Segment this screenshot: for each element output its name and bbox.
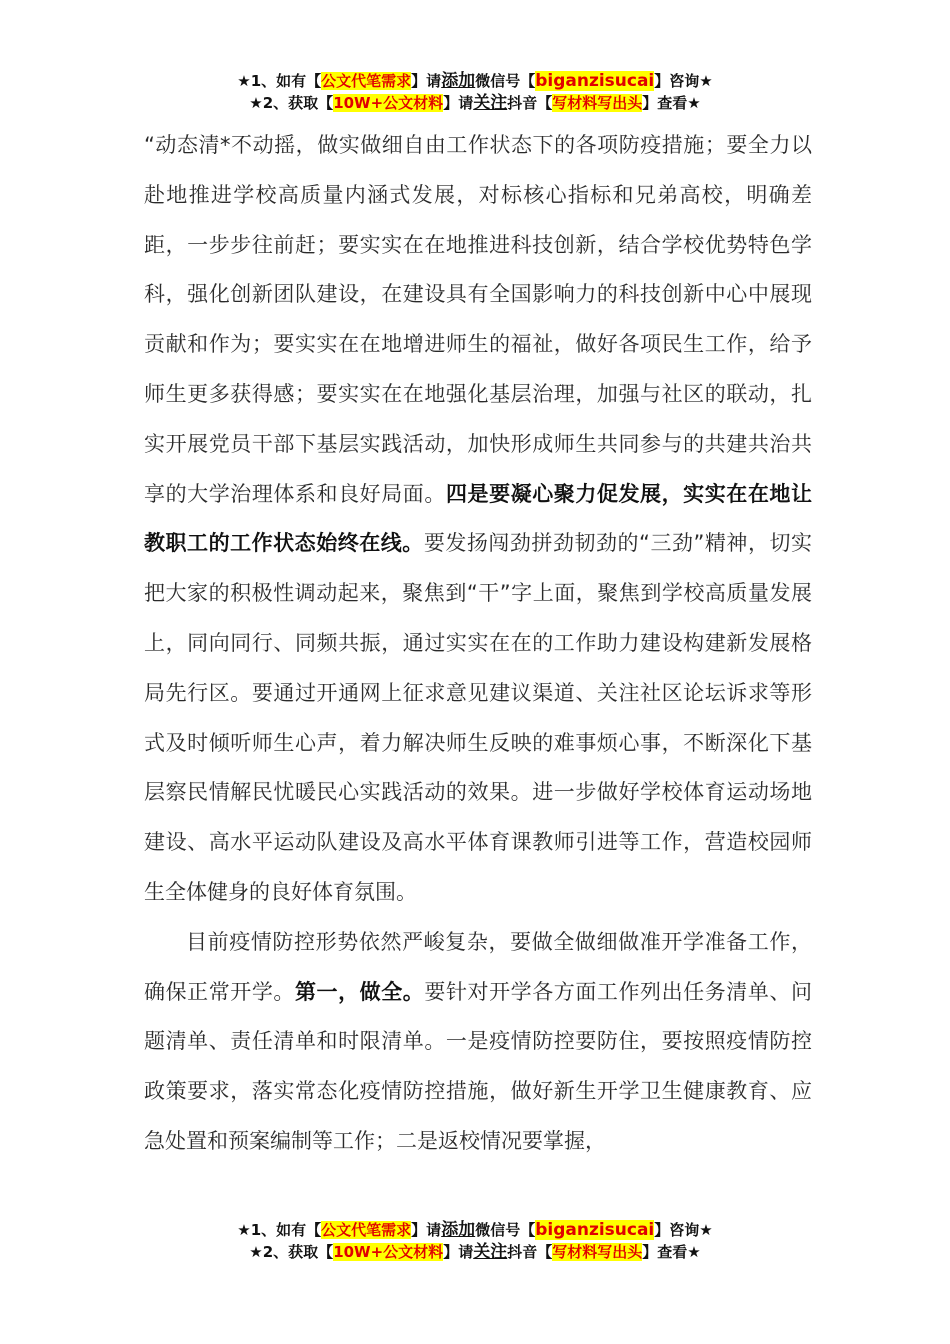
- highlight-ghostwriting: 公文代笔需求: [321, 1221, 412, 1239]
- underline-add: 添加: [441, 1220, 476, 1240]
- bold-heading-four: 四是要凝心聚力促发展，实实在在地让教职工的工作状态始终在线。: [144, 481, 813, 556]
- highlight-materials: 10W+公文材料: [333, 1243, 444, 1261]
- douyin-account: 写材料写出头: [552, 94, 643, 112]
- paragraph-2: 目前疫情防控形势依然严峻复杂，要做全做细做准开学准备工作，确保正常开学。第一，做全。要针对开学各方面工作列出任务清单、问题清单、责任清单和时限清单。一是疫情防控要防住，要按照疫情防控政策要求，落实常态化疫情防控措施，做好新生开学卫生健康教育、应急处置和预案编制等工作；二是返校情况要掌握，: [144, 929, 813, 1153]
- underline-follow: 关注: [473, 1242, 508, 1262]
- banner-line-2: ★2、获取【10W+公文材料】请关注抖音【写材料写出头】查看★: [249, 93, 701, 113]
- highlight-ghostwriting: 公文代笔需求: [321, 72, 412, 90]
- wechat-id: biganzisucai: [535, 1220, 655, 1240]
- footer-banner: [0, 1219, 950, 1263]
- paragraph-1: “动态清*不动摇，做实做细自由工作状态下的各项防疫措施；要全力以赴地推进学校高质量内涵式发展，对标核心指标和兄弟高校，明确差距，一步步往前赶；要实实在在地推进科技创新，结合学校优势特色学科，强化创新团队建设，在建设具有全国影响力的科技创新中心中展现贡献和作为；要实实在在地增进师生的福祉，做好各项民生工作，给予师生更多获得感；要实实在在地强化基层治理，加强与社区的联动，扎实开展党员干部下基层实践活动，加快形成师生共同参与的共建共治共享的大学治理体系和良好局面。四是要凝心聚力促发展，实实在在地让教职工的工作状态始终在线。要发扬闯劲拼劲韧劲的“三劲”精神，切实把大家的积极性调动起来，聚焦到“干”字上面，聚焦到学校高质量发展上，同向同行、同频共振，通过实实在在的工作助力建设构建新发展格局先行区。要通过开通网上征求意见建议渠道、关注社区论坛诉求等形式及时倾听师生心声，着力解决师生反映的难事烦心事，不断深化下基层察民情解民忧暖民心实践活动的效果。进一步做好学校体育运动场地建设、高水平运动队建设及高水平体育课教师引进等工作，营造校园师生全体健身的良好体育氛围。: [144, 133, 813, 904]
- banner-line-1: ★1、如有【公文代笔需求】请添加微信号【biganzisucai】咨询★: [237, 1220, 713, 1240]
- banner-line-2: ★2、获取【10W+公文材料】请关注抖音【写材料写出头】查看★: [249, 1242, 701, 1262]
- bold-first-point: 第一，做全。: [294, 979, 425, 1004]
- banner-line-1: ★1、如有【公文代笔需求】请添加微信号【biganzisucai】咨询★: [237, 71, 713, 91]
- document-body: [144, 121, 812, 1167]
- underline-add: 添加: [441, 71, 476, 91]
- underline-follow: 关注: [473, 93, 508, 113]
- douyin-account: 写材料写出头: [552, 1243, 643, 1261]
- wechat-id: biganzisucai: [535, 71, 655, 91]
- header-banner: [0, 70, 950, 114]
- highlight-materials: 10W+公文材料: [333, 94, 444, 112]
